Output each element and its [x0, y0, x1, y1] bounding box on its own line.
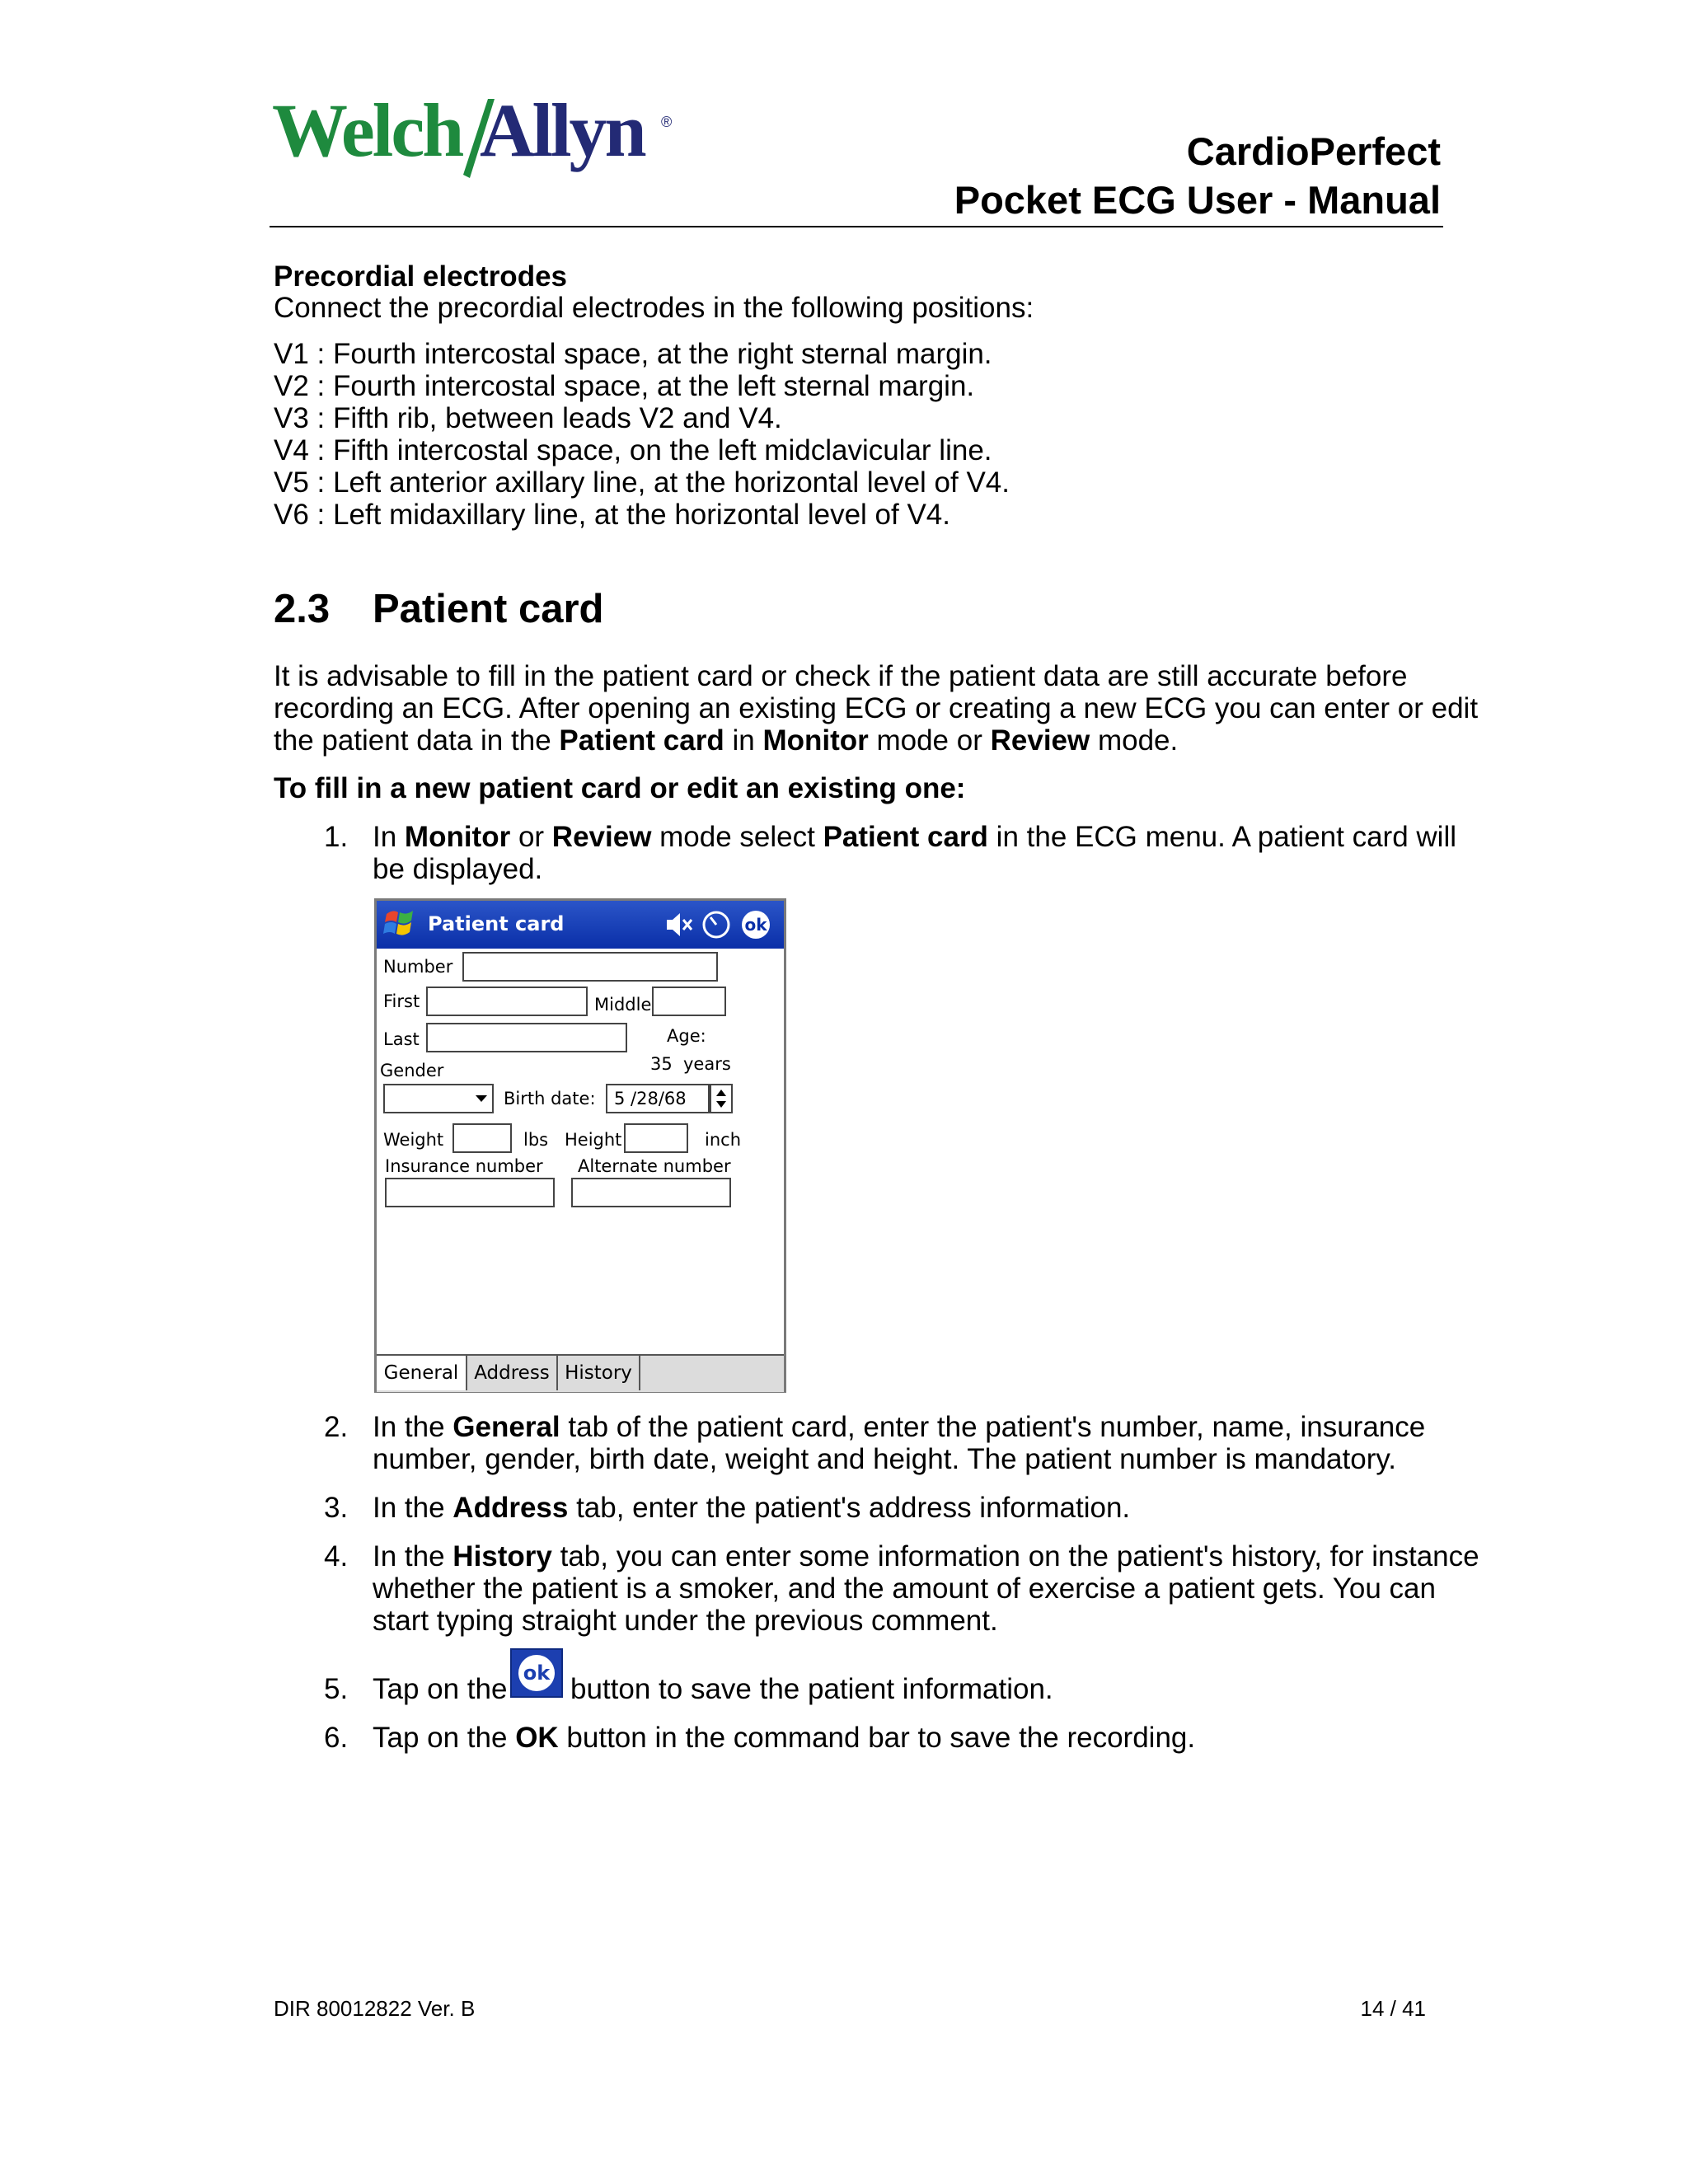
birth-date-input[interactable]: [606, 1084, 710, 1113]
step-number: 1.: [324, 821, 349, 853]
gender-select[interactable]: [383, 1084, 494, 1113]
height-label: Height: [565, 1130, 622, 1150]
step-1-line-2: be displayed.: [373, 853, 543, 885]
height-input[interactable]: [624, 1123, 688, 1153]
tab-address[interactable]: Address: [467, 1356, 558, 1390]
step-number: 4.: [324, 1540, 349, 1572]
step-1-line-1: In Monitor or Review mode select Patient card in the ECG menu. A patient card will: [373, 821, 1457, 853]
logo-registered-mark: ®: [661, 114, 673, 130]
insurance-number-label: Insurance number: [385, 1156, 543, 1176]
lbs-label: lbs: [523, 1130, 549, 1150]
precordial-heading: Precordial electrodes: [274, 260, 567, 293]
step-5-text-before: Tap on the: [373, 1673, 508, 1705]
age-label: Age:: [667, 1026, 706, 1046]
precordial-intro: Connect the precordial electrodes in the following positions:: [274, 292, 1034, 324]
last-name-input[interactable]: [426, 1023, 627, 1052]
speaker-mute-icon[interactable]: [663, 909, 696, 940]
pda-title-bar: [377, 901, 784, 949]
intro-line-3: the patient data in the Patient card in Monitor mode or Review mode.: [274, 724, 1179, 757]
last-name-label: Last: [383, 1029, 420, 1049]
first-name-label: First: [383, 991, 420, 1011]
svg-text:ok: ok: [744, 915, 767, 935]
section-number: 2.3: [274, 587, 331, 631]
chevron-down-icon: [474, 1094, 489, 1104]
first-name-input[interactable]: [426, 987, 588, 1016]
ok-button-icon[interactable]: [739, 909, 772, 942]
step-3-line-1: In the Address tab, enter the patient's address information.: [373, 1492, 1131, 1524]
birth-date-label: Birth date:: [504, 1089, 596, 1108]
section-title: Patient card: [373, 587, 604, 631]
lead-v6: V6 : Left midaxillary line, at the horizontal level of V4.: [274, 499, 950, 531]
step-number: 3.: [324, 1492, 349, 1524]
middle-name-label: Middle: [594, 995, 652, 1015]
lead-v4: V4 : Fifth intercostal space, on the left midclavicular line.: [274, 434, 992, 466]
windows-start-icon[interactable]: [382, 906, 418, 942]
age-value: 35: [650, 1054, 673, 1074]
step-4-line-1: In the History tab, you can enter some information on the patient's history, for instance: [373, 1540, 1479, 1572]
logo-welch-text: Welch: [272, 88, 462, 172]
step-4-line-2: whether the patient is a smoker, and the amount of exercise a patient gets. You can: [373, 1572, 1436, 1605]
patient-card-screenshot: [374, 898, 786, 1393]
step-number: 6.: [324, 1722, 349, 1754]
procedure-heading: To fill in a new patient card or edit an existing one:: [274, 772, 966, 804]
step-2-line-2: number, gender, birth date, weight and height. The patient number is mandatory.: [373, 1443, 1396, 1475]
lead-v5: V5 : Left anterior axillary line, at the horizontal level of V4.: [274, 466, 1010, 499]
lead-v1: V1 : Fourth intercostal space, at the right sternal margin.: [274, 338, 992, 370]
document-title: CardioPerfect: [1186, 129, 1441, 173]
middle-name-input[interactable]: [652, 987, 726, 1016]
footer-doc-id: DIR 80012822 Ver. B: [274, 1996, 476, 2021]
lead-v3: V3 : Fifth rib, between leads V2 and V4.: [274, 402, 782, 434]
tab-history[interactable]: History: [558, 1356, 640, 1390]
birth-date-value: 5 /28/68: [614, 1089, 687, 1108]
step-4-line-3: start typing straight under the previous comment.: [373, 1605, 998, 1637]
step-number: 5.: [324, 1673, 349, 1705]
step-2-line-1: In the General tab of the patient card, enter the patient's number, name, insurance: [373, 1411, 1426, 1443]
welch-allyn-logo: [272, 88, 676, 183]
intro-line-1: It is advisable to fill in the patient card or check if the patient data are still accurate before: [274, 660, 1408, 692]
lead-v2: V2 : Fourth intercostal space, at the left sternal margin.: [274, 370, 975, 402]
svg-text:ok: ok: [523, 1661, 551, 1685]
inch-label: inch: [705, 1130, 741, 1150]
ok-button-icon: [510, 1648, 563, 1698]
weight-label: Weight: [383, 1130, 444, 1150]
intro-line-2: recording an ECG. After opening an existing ECG or creating a new ECG you can enter or edit: [274, 692, 1479, 724]
insurance-number-input[interactable]: [385, 1178, 555, 1207]
header-divider: [270, 226, 1443, 227]
pda-window-title: Patient card: [428, 912, 565, 935]
number-label: Number: [383, 957, 453, 977]
logo-allyn-text: Allyn: [480, 88, 645, 172]
alternate-number-label: Alternate number: [578, 1156, 731, 1176]
step-6-line-1: Tap on the OK button in the command bar to save the recording.: [373, 1722, 1196, 1754]
gender-label: Gender: [380, 1061, 444, 1080]
footer-page-number: 14 / 41: [1360, 1996, 1426, 2021]
clock-icon[interactable]: [701, 909, 732, 940]
spinner-arrows-icon: [714, 1087, 729, 1110]
age-unit: years: [683, 1054, 731, 1074]
alternate-number-input[interactable]: [571, 1178, 731, 1207]
pda-tab-bar: [377, 1354, 784, 1392]
step-number: 2.: [324, 1411, 349, 1443]
step-5-text-after: button to save the patient information.: [570, 1673, 1053, 1705]
birth-date-spinner[interactable]: [710, 1084, 733, 1113]
tab-general[interactable]: General: [377, 1356, 467, 1390]
document-subtitle: Pocket ECG User - Manual: [954, 178, 1441, 222]
weight-input[interactable]: [452, 1123, 512, 1153]
number-input[interactable]: [462, 952, 718, 982]
